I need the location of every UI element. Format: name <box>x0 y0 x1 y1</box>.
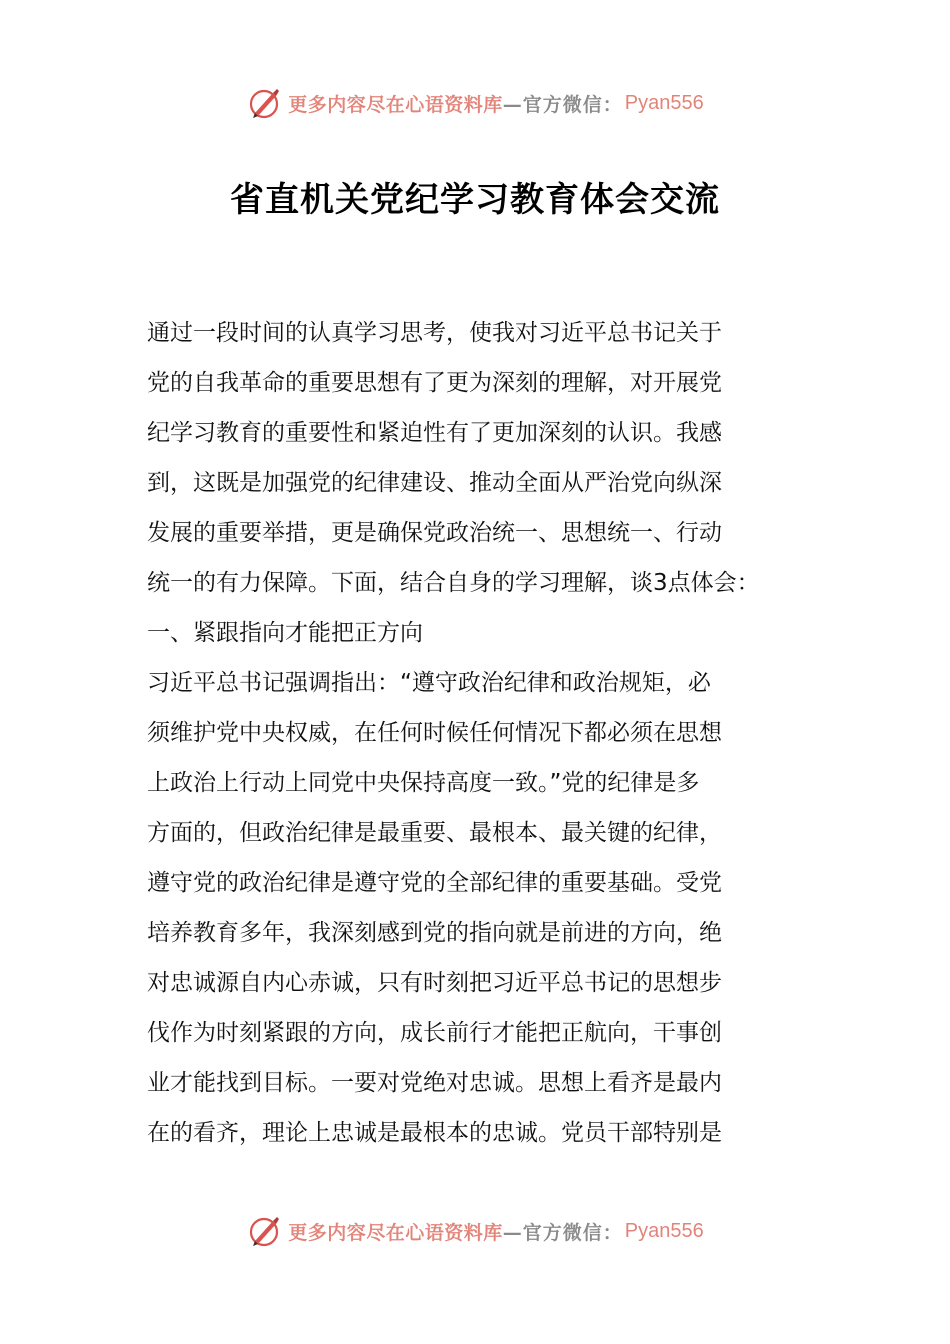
body-line: 在的看齐，理论上忠诚是最根本的忠诚。党员干部特别是 <box>147 1120 722 1146</box>
header-banner <box>0 83 950 123</box>
banner-wechat-handle: Pyan556 <box>624 91 704 114</box>
banner-site-text: 更多内容尽在心语资料库 <box>288 1221 503 1244</box>
body-line: 伐作为时刻紧跟的方向，成长前行才能把正航向，干事创 <box>147 1020 722 1046</box>
banner-wechat-label: —官方微信： <box>502 93 623 116</box>
section-heading: 一、紧跟指向才能把正方向 <box>147 620 423 646</box>
banner-site-text: 更多内容尽在心语资料库 <box>288 93 503 116</box>
body-line: 上政治上行动上同党中央保持高度一致。”党的纪律是多 <box>147 770 700 796</box>
body-line: 到，这既是加强党的纪律建设、推动全面从严治党向纵深 <box>147 470 722 496</box>
body-line: 遵守党的政治纪律是遵守党的全部纪律的重要基础。受党 <box>147 870 722 896</box>
document-body <box>147 308 807 1158</box>
body-line: 习近平总书记强调指出：“遵守政治纪律和政治规矩，必 <box>147 670 711 696</box>
pen-logo-icon <box>246 1213 282 1249</box>
body-line: 培养教育多年，我深刻感到党的指向就是前进的方向，绝 <box>147 920 722 946</box>
body-line: 纪学习教育的重要性和紧迫性有了更加深刻的认识。我感 <box>147 420 722 446</box>
banner-wechat-handle: Pyan556 <box>624 1219 704 1242</box>
banner-wechat-label: —官方微信： <box>502 1221 623 1244</box>
body-line: 方面的，但政治纪律是最重要、最根本、最关键的纪律， <box>147 820 722 846</box>
footer-banner <box>0 1211 950 1251</box>
body-line: 统一的有力保障。下面，结合自身的学习理解，谈3点体会： <box>147 570 760 596</box>
document-title: 省直机关党纪学习教育体会交流 <box>230 180 720 220</box>
pen-logo-icon <box>246 85 282 121</box>
body-line: 党的自我革命的重要思想有了更为深刻的理解，对开展党 <box>147 370 722 396</box>
body-line: 须维护党中央权威，在任何时候任何情况下都必须在思想 <box>147 720 722 746</box>
body-line: 通过一段时间的认真学习思考，使我对习近平总书记关于 <box>147 320 722 346</box>
body-line: 对忠诚源自内心赤诚，只有时刻把习近平总书记的思想步 <box>147 970 722 996</box>
body-line: 发展的重要举措，更是确保党政治统一、思想统一、行动 <box>147 520 722 546</box>
body-line: 业才能找到目标。一要对党绝对忠诚。思想上看齐是最内 <box>147 1070 722 1096</box>
